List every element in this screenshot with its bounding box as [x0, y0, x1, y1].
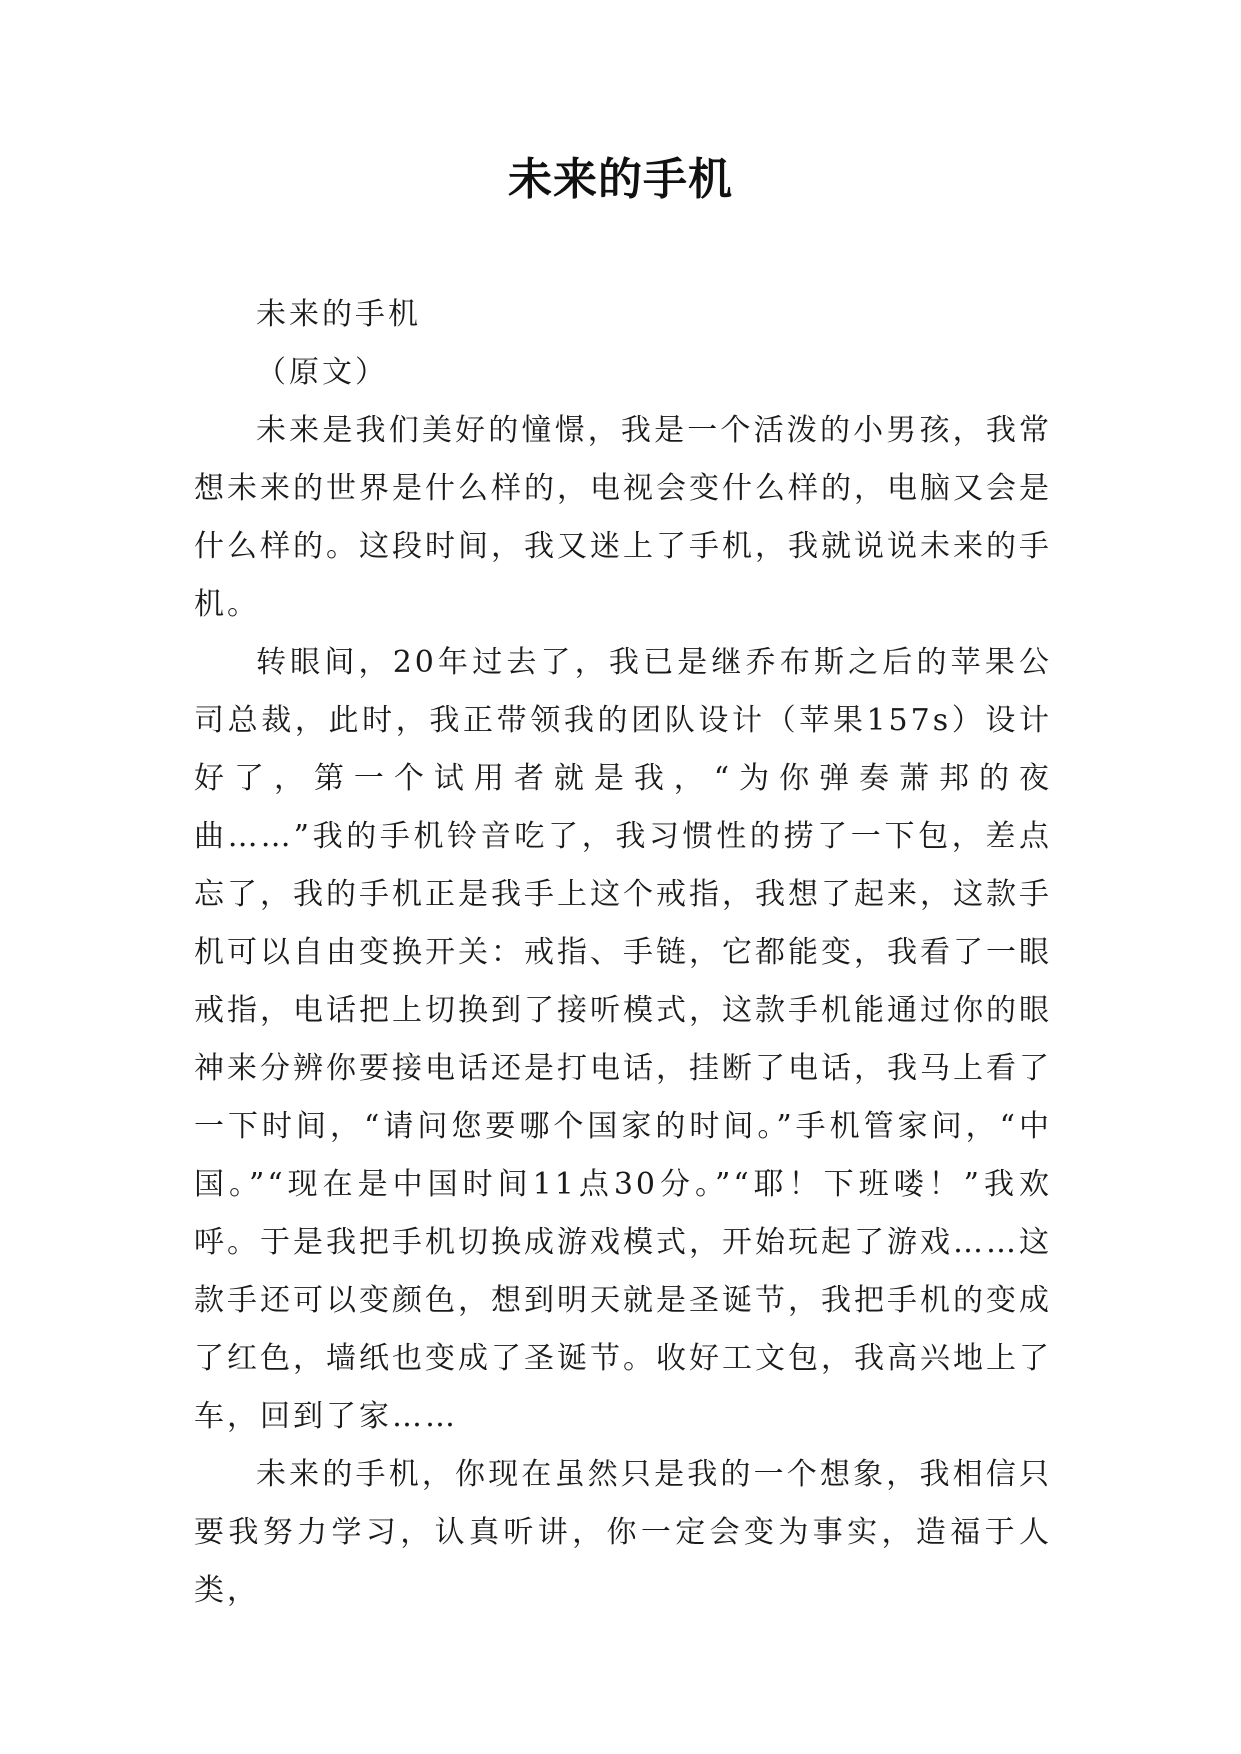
original-text-note: （原文）: [256, 355, 388, 390]
body-paragraph: 未来是我们美好的憧憬，我是一个活泼的小男孩，我常想未来的世界是什么样的，电视会变什么样的，电脑又会是什么样的。这段时间，我又迷上了手机，我就说说未来的手机。: [194, 413, 1052, 622]
body-paragraph: 未来的手机，你现在虽然只是我的一个想象，我相信只要我努力学习，认真听讲，你一定会变为事实，造福于人类，: [194, 1457, 1052, 1608]
document-body: [194, 286, 1052, 1620]
body-paragraph: 转眼间，20年过去了，我已是继乔布斯之后的苹果公司总裁，此时，我正带领我的团队设计（苹果157s）设计好了，第一个试用者就是我，“为你弹奏萧邦的夜曲……”我的手机铃音吃了，我习惯性的捞了一下包，差点忘了，我的手机正是我手上这个戒指，我想了起来，这款手机可以自由变换开关：戒指、手链，它都能变，我看了一眼戒指，电话把上切换到了接听模式，这款手机能通过你的眼神来分辨你要接电话还是打电话，挂断了电话，我马上看了一下时间，“请问您要哪个国家的时间。”手机管家问，“中国。”“现在是中国时间11点30分。”“耶！下班喽！”我欢呼。于是我把手机切换成游戏模式，开始玩起了游戏……这款手还可以变颜色，想到明天就是圣诞节，我把手机的变成了红色，墙纸也变成了圣诞节。收好工文包，我高兴地上了车，回到了家……: [194, 645, 1052, 1434]
document-title: 未来的手机: [508, 154, 733, 205]
subtitle-paragraph: 未来的手机: [256, 297, 421, 332]
